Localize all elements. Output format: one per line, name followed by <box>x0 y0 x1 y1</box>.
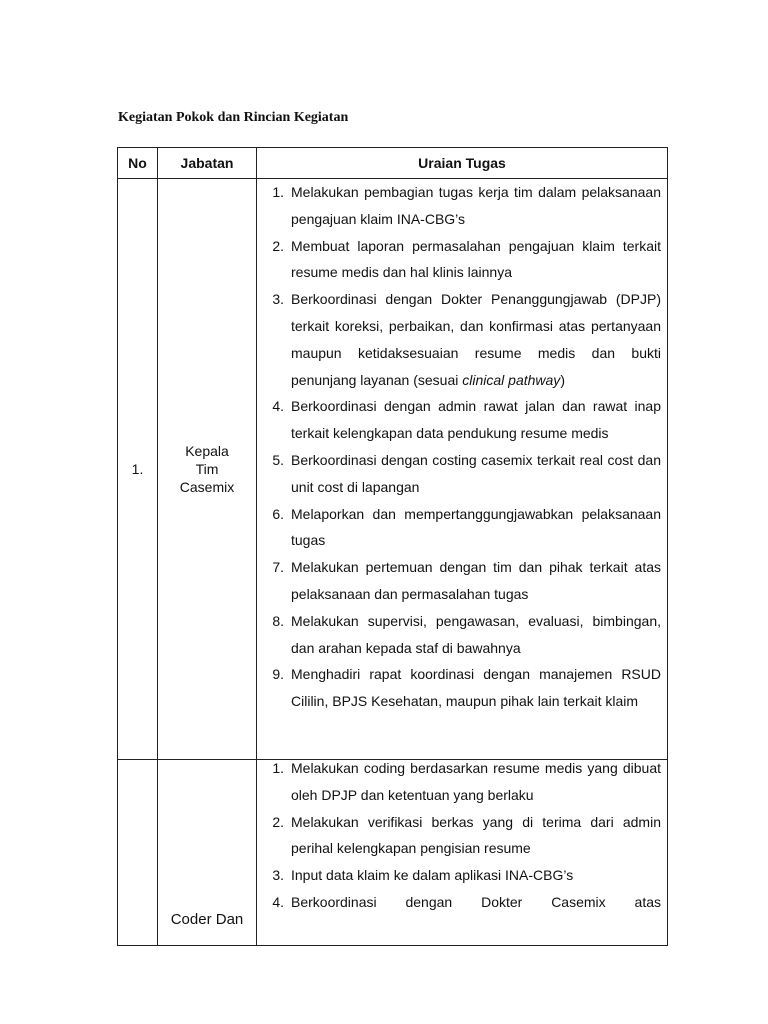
task-table <box>117 147 668 946</box>
list-item <box>257 755 661 809</box>
list-item <box>257 554 661 608</box>
list-item-number: 4. <box>272 398 284 415</box>
jabatan-line: Casemix <box>179 479 235 495</box>
list-item-text: Melakukan supervisi, pengawasan, evaluasi, bimbingan, dan arahan kepada staf di bawahnya <box>291 612 661 656</box>
list-item-text: Melaporkan dan mempertanggungjawabkan pelaksanaan tugas <box>291 505 661 549</box>
uraian-tugas-cell <box>257 760 668 946</box>
jabatan-line: Kepala <box>185 443 229 459</box>
header-no: No <box>118 148 158 179</box>
list-item-number: 9. <box>272 666 284 683</box>
text-segment: ) <box>560 371 565 388</box>
text-segment: Berkoordinasi dengan Dokter Penanggungjawab (DPJP) terkait koreksi, perbaikan, dan konfirmasi atas pertanyaan maupun ketidaksesuaian resume medis dan bukti penunjang layanan (sesuai <box>291 291 661 388</box>
list-item <box>257 393 661 447</box>
list-item <box>257 501 661 555</box>
header-uraian-tugas: Uraian Tugas <box>257 148 668 179</box>
list-item-text: Membuat laporan permasalahan pengajuan klaim terkait resume medis dan hal klinis lainnya <box>291 237 661 281</box>
list-item-text <box>291 286 661 393</box>
header-jabatan: Jabatan <box>158 148 257 179</box>
list-item-text: Input data klaim ke dalam aplikasi INA-CBG’s <box>291 867 574 884</box>
list-item <box>257 447 661 501</box>
document-title: Kegiatan Pokok dan Rincian Kegiatan <box>118 110 349 125</box>
list-item-number: 2. <box>272 237 284 254</box>
list-item <box>257 809 661 863</box>
list-item <box>257 179 661 233</box>
list-item-text: Melakukan coding berdasarkan resume medis yang dibuat oleh DPJP dan ketentuan yang berlaku <box>291 760 661 803</box>
task-list <box>257 755 667 916</box>
list-item-number: 8. <box>272 612 284 629</box>
list-item <box>257 661 661 715</box>
list-item-text: Menghadiri rapat koordinasi dengan manajemen RSUD Cililin, BPJS Kesehatan, maupun pihak lain terkait klaim <box>291 666 661 710</box>
list-item-number: 1. <box>272 760 284 776</box>
list-item-text: Melakukan verifikasi berkas yang di terima dari admin perihal kelengkapan pengisian resume <box>291 813 661 857</box>
list-item-text: Berkoordinasi dengan Dokter Casemix atas <box>291 893 661 910</box>
jabatan-cell: Coder Dan <box>158 760 257 946</box>
list-item-number: 1. <box>272 184 284 200</box>
list-item <box>257 233 661 287</box>
italic-term: clinical pathway <box>462 371 561 388</box>
list-item-number: 5. <box>272 451 284 468</box>
list-item <box>257 286 661 393</box>
row-number: 1. <box>118 179 158 760</box>
row-number <box>118 760 158 946</box>
list-item-text: Berkoordinasi dengan costing casemix terkait real cost dan unit cost di lapangan <box>291 451 661 495</box>
jabatan-cell <box>158 179 257 760</box>
list-item-number: 6. <box>272 505 284 522</box>
table-row <box>118 179 668 760</box>
uraian-tugas-cell <box>257 179 668 760</box>
list-item-text: Melakukan pertemuan dengan tim dan pihak terkait atas pelaksanaan dan permasalahan tugas <box>291 559 661 602</box>
list-item-number: 4. <box>272 893 284 910</box>
list-item <box>257 862 661 889</box>
list-item <box>257 889 661 916</box>
task-list <box>257 179 667 715</box>
list-item-number: 2. <box>272 813 284 830</box>
list-item-number: 3. <box>272 291 284 308</box>
list-item-text: Berkoordinasi dengan admin rawat jalan dan rawat inap terkait kelengkapan data pendukung resume medis <box>291 398 661 442</box>
list-item-text: Melakukan pembagian tugas kerja tim dalam pelaksanaan pengajuan klaim INA-CBG’s <box>291 184 661 227</box>
list-item <box>257 608 661 662</box>
jabatan-line: Tim <box>195 461 219 477</box>
table-row <box>118 760 668 946</box>
list-item-number: 3. <box>272 867 284 884</box>
table-header-row <box>118 148 668 179</box>
list-item-number: 7. <box>272 559 284 576</box>
